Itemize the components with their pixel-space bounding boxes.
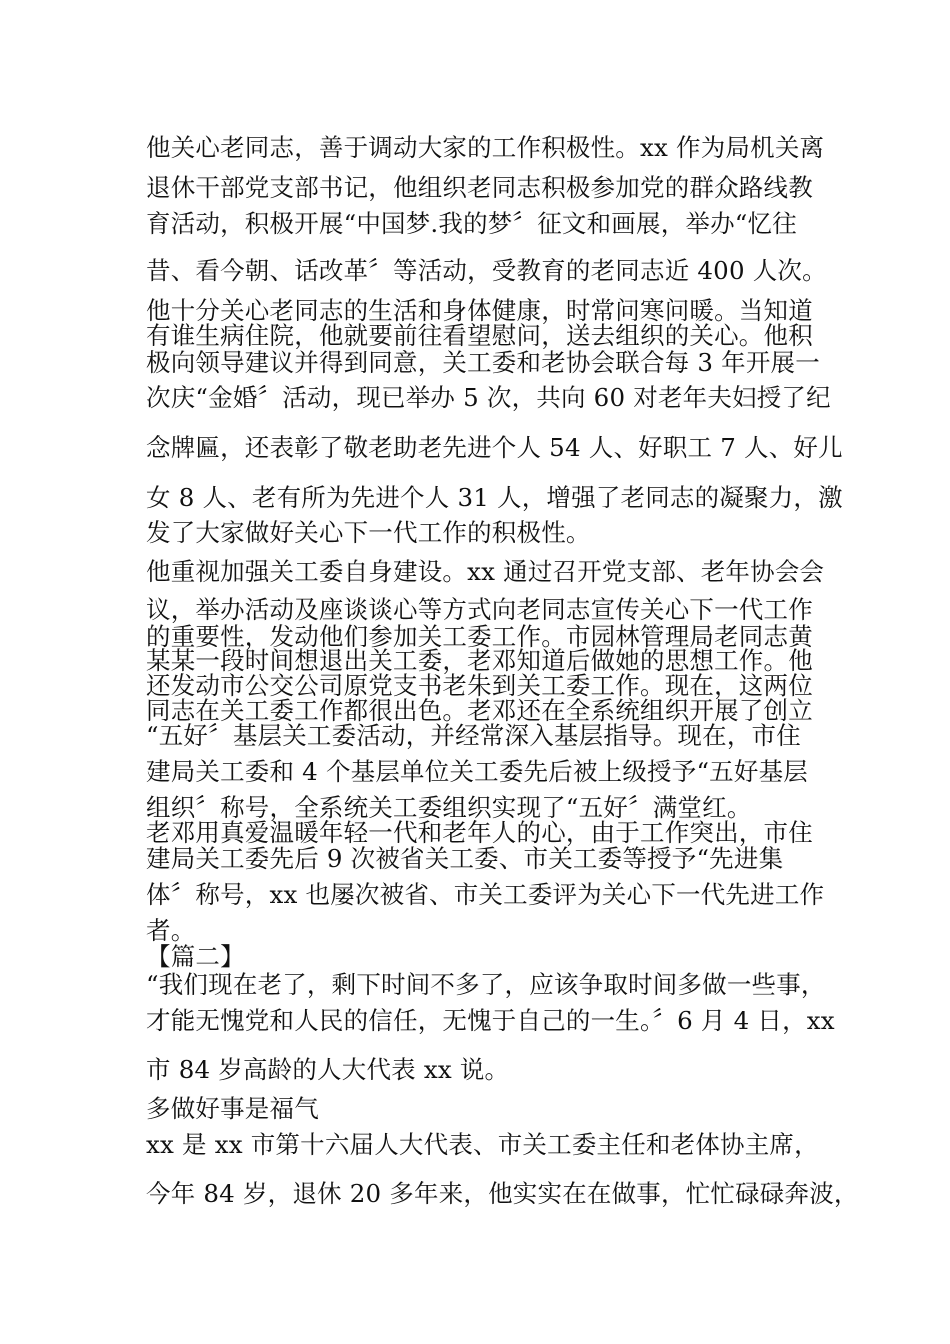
text-line: 育活动，积极开展“中国梦.我的梦〞征文和画展，举办“忆往 xyxy=(146,209,797,238)
text-line: 发了大家做好关心下一代工作的积极性。 xyxy=(146,518,591,547)
text-line: 老邓用真爱温暖年轻一代和老年人的心，由于工作突出，市住 xyxy=(146,818,813,847)
text-line: 退休干部党支部书记，他组织老同志积极参加党的群众路线教 xyxy=(146,173,813,202)
section-heading: 【篇二】 xyxy=(146,942,245,971)
text-line: 同志在关工委工作都很出色。老邓还在全系统组织开展了创立 xyxy=(146,696,813,725)
text-line: 建局关工委先后 9 次被省关工委、市关工委等授予“先进集 xyxy=(146,844,784,873)
text-line: 念牌匾，还表彰了敬老助老先进个人 54 人、好职工 7 人、好儿 xyxy=(146,433,843,462)
text-line: 的重要性，发动他们参加关工委工作。市园林管理局老同志黄 xyxy=(146,622,813,651)
text-line: 组织〞称号，全系统关工委组织实现了“五好〞满堂红。 xyxy=(146,793,752,822)
text-line: “我们现在老了，剩下时间不多了，应该争取时间多做一些事， xyxy=(146,970,826,999)
text-line: 市 84 岁高龄的人大代表 xx 说。 xyxy=(146,1055,510,1084)
text-line: 次庆“金婚〞活动，现已举办 5 次，共向 60 对老年夫妇授了纪 xyxy=(146,383,831,412)
text-line: 今年 84 岁，退休 20 多年来，他实实在在做事，忙忙碌碌奔波， xyxy=(146,1179,859,1208)
text-line: 议，举办活动及座谈谈心等方式向老同志宣传关心下一代工作 xyxy=(146,595,813,624)
text-line: xx 是 xx 市第十六届人大代表、市关工委主任和老体协主席， xyxy=(146,1130,819,1159)
text-line: “五好〞基层关工委活动，并经常深入基层指导。现在，市住 xyxy=(146,721,801,750)
text-line: 还发动市公交公司原党支书老朱到关工委工作。现在，这两位 xyxy=(146,671,813,700)
text-line: 者。 xyxy=(146,916,196,945)
text-line: 某某一段时间想退出关工委，老邓知道后做她的思想工作。他 xyxy=(146,646,813,675)
text-line: 昔、看今朝、话改革〞等活动，受教育的老同志近 400 人次。 xyxy=(146,256,827,285)
text-line: 他十分关心老同志的生活和身体健康，时常问寒问暖。当知道 xyxy=(146,296,813,325)
text-line: 建局关工委和 4 个基层单位关工委先后被上级授予“五好基层 xyxy=(146,757,808,786)
text-line: 女 8 人、老有所为先进个人 31 人，增强了老同志的凝聚力，激 xyxy=(146,483,843,512)
text-line: 他关心老同志，善于调动大家的工作积极性。xx 作为局机关离 xyxy=(146,133,825,162)
text-line: 才能无愧党和人民的信任，无愧于自己的一生。〞6 月 4 日，xx xyxy=(146,1006,835,1035)
text-line: 有谁生病住院，他就要前往看望慰问，送去组织的关心。他积 xyxy=(146,321,813,350)
text-line: 极向领导建议并得到同意，关工委和老协会联合每 3 年开展一 xyxy=(146,348,820,377)
text-line: 他重视加强关工委自身建设。xx 通过召开党支部、老年协会会 xyxy=(146,557,825,586)
text-line: 体〞称号，xx 也屡次被省、市关工委评为关心下一代先进工作 xyxy=(146,880,825,909)
subheading: 多做好事是福气 xyxy=(146,1094,319,1123)
